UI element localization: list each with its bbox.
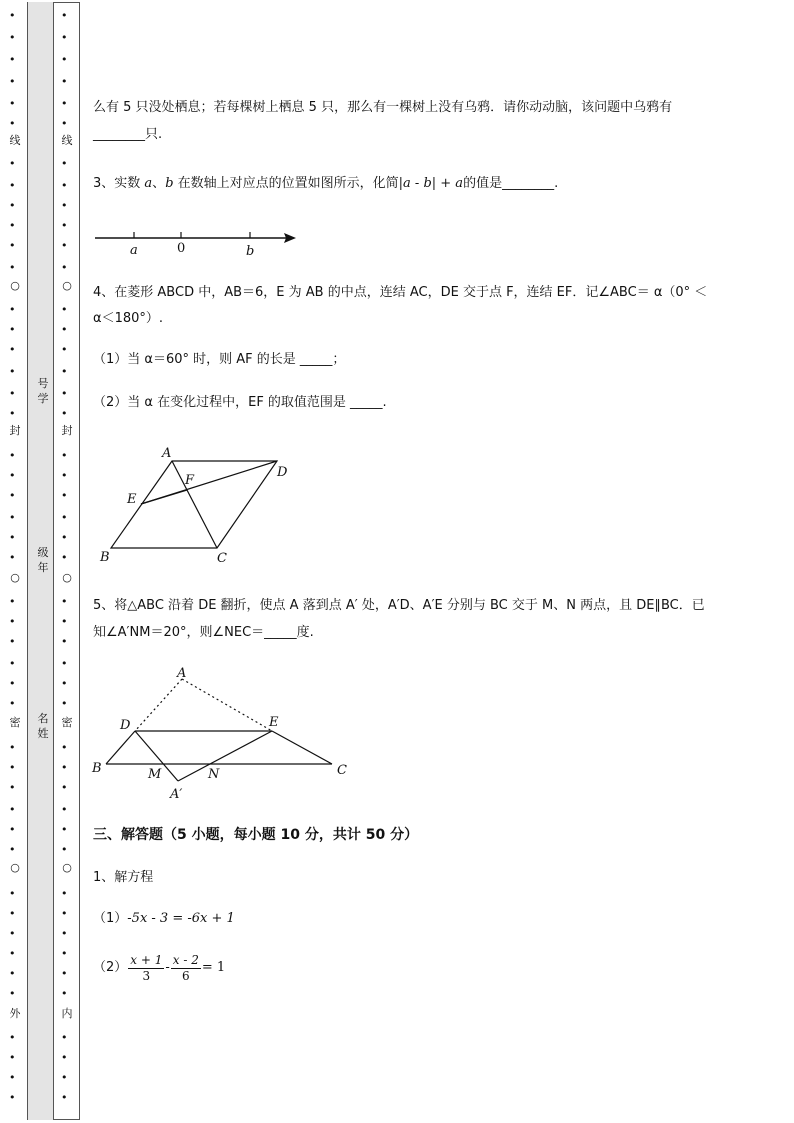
dot: • <box>61 907 68 920</box>
dot: • <box>9 741 16 754</box>
left-line-label: 线 <box>9 134 21 147</box>
dot: • <box>9 947 16 960</box>
dot: • <box>9 697 16 710</box>
dot: • <box>61 117 68 130</box>
dot: • <box>61 261 68 274</box>
name-field-label: 名姓 <box>37 712 49 740</box>
segment-ae-dotted <box>182 679 272 731</box>
grade-field-label: 级年 <box>37 546 49 574</box>
label-A: A <box>162 446 172 461</box>
dot: • <box>61 531 68 544</box>
label-B: B <box>100 550 110 565</box>
dot: • <box>61 615 68 628</box>
label-N: N <box>208 767 220 782</box>
dot: • <box>9 511 16 524</box>
right-secret-label: 密 <box>61 716 73 729</box>
binding-margin <box>0 0 84 1123</box>
dot: • <box>9 677 16 690</box>
outer-dot-column <box>9 0 21 1123</box>
dot: • <box>9 1051 16 1064</box>
label-a: a <box>130 243 138 258</box>
circle-mark: ○ <box>62 571 72 584</box>
q3-var-b: b <box>165 176 174 191</box>
circle-mark: ○ <box>10 571 20 584</box>
dot: • <box>61 595 68 608</box>
dot: • <box>61 75 68 88</box>
left-outer-label: 外 <box>9 1007 21 1020</box>
label-E: E <box>269 715 279 730</box>
circle-mark: ○ <box>10 861 20 874</box>
dot: • <box>61 219 68 232</box>
dot: • <box>9 117 16 130</box>
right-inner-label: 内 <box>61 1007 73 1020</box>
label-D: D <box>277 465 288 480</box>
dot: • <box>61 9 68 22</box>
dot: • <box>9 1031 16 1044</box>
segment-ea-prime <box>178 731 272 781</box>
dot: • <box>61 387 68 400</box>
dot: • <box>61 199 68 212</box>
dot: • <box>9 387 16 400</box>
dot: • <box>61 967 68 980</box>
q4-rhombus-figure <box>90 440 300 570</box>
dot: • <box>9 1091 16 1104</box>
label-A-prime: A′ <box>170 787 183 802</box>
dot: • <box>61 323 68 336</box>
q5-fold-figure <box>90 664 360 804</box>
eq1-label: （1） <box>93 911 128 926</box>
dot: • <box>9 9 16 22</box>
problem1-eq2 <box>93 950 225 987</box>
dot: • <box>9 199 16 212</box>
problem1-title: 1、解方程 <box>93 870 154 885</box>
dot: • <box>9 967 16 980</box>
q5-line2: 知∠A′NM＝20°，则∠NEC＝_____度. <box>93 625 314 640</box>
inner-dot-column <box>61 0 73 1123</box>
dot: • <box>9 303 16 316</box>
dot: • <box>61 697 68 710</box>
dot: • <box>9 261 16 274</box>
dot: • <box>61 657 68 670</box>
dot: • <box>61 1051 68 1064</box>
eq1-expression: -5x - 3 = -6x + 1 <box>127 911 235 926</box>
dot: • <box>61 469 68 482</box>
dot: • <box>61 887 68 900</box>
dot: • <box>61 761 68 774</box>
dot: • <box>61 635 68 648</box>
dot: • <box>61 343 68 356</box>
dot: • <box>9 97 16 110</box>
label-E: E <box>127 492 137 507</box>
q3-mid: 在数轴上对应点的位置如图所示，化简 <box>173 176 399 191</box>
dot: • <box>9 823 16 836</box>
circle-mark: ○ <box>62 279 72 292</box>
dot: • <box>9 343 16 356</box>
problem1-eq1 <box>93 909 235 929</box>
dot: • <box>61 53 68 66</box>
dot: • <box>9 635 16 648</box>
left-seal-label: 封 <box>9 424 21 437</box>
dot: • <box>61 489 68 502</box>
dot: • <box>9 179 16 192</box>
q3-text <box>93 174 558 194</box>
right-seal-label: 封 <box>61 424 73 437</box>
circle-mark: ○ <box>62 861 72 874</box>
q3-var-a: a <box>144 176 153 191</box>
q4-sub1: （1）当 α＝60° 时，则 AF 的长是 _____； <box>93 352 346 367</box>
dot: • <box>9 615 16 628</box>
dot: • <box>61 157 68 170</box>
q4-line2: α＜180°）. <box>93 311 164 326</box>
dot: • <box>61 1071 68 1084</box>
eq2-rhs: = 1 <box>201 960 226 975</box>
dot: • <box>9 219 16 232</box>
dot: • <box>61 179 68 192</box>
dot: • <box>9 365 16 378</box>
label-A: A <box>177 666 187 681</box>
segment-ad-dotted <box>135 679 182 731</box>
dot: • <box>9 449 16 462</box>
dot: • <box>9 887 16 900</box>
dot: • <box>9 803 16 816</box>
q2-line2: ________只. <box>93 127 163 142</box>
dot: • <box>9 407 16 420</box>
dot: • <box>9 53 16 66</box>
dot: • <box>61 31 68 44</box>
dot: • <box>9 31 16 44</box>
dot: • <box>61 97 68 110</box>
label-C: C <box>337 763 347 778</box>
dot: • <box>61 1091 68 1104</box>
dot: • <box>61 823 68 836</box>
q3-sep: 、 <box>152 176 166 191</box>
dot: • <box>61 303 68 316</box>
dot: • <box>9 657 16 670</box>
dot: • <box>61 741 68 754</box>
q4-sub2: （2）当 α 在变化过程中，EF 的取值范围是 _____. <box>93 395 387 410</box>
dot: • <box>9 907 16 920</box>
q4-line1: 4、在菱形 ABCD 中，AB＝6，E 为 AB 的中点，连结 AC，DE 交于点 F，连结 EF．记∠ABC＝ α（0° ＜ <box>93 285 708 300</box>
exam-number-field-label: 号学 <box>37 377 49 405</box>
dot: • <box>61 407 68 420</box>
dot: • <box>9 551 16 564</box>
q2-line1: 么有 5 只没处栖息；若每棵树上栖息 5 只，那么有一棵树上没有乌鸦．请你动动脑，该问题中乌鸦有 <box>93 100 673 115</box>
circle-mark: ○ <box>10 279 20 292</box>
dot: • <box>9 75 16 88</box>
label-C: C <box>217 551 227 566</box>
segment-ec <box>272 731 332 764</box>
dot: • <box>61 365 68 378</box>
label-D: D <box>120 718 131 733</box>
dot: • <box>9 489 16 502</box>
dot: • <box>61 449 68 462</box>
q3-prefix: 3、实数 <box>93 176 145 191</box>
dot: • <box>61 677 68 690</box>
fraction-1-numerator: x + 1 <box>130 952 163 967</box>
dot: • <box>61 239 68 252</box>
label-0: 0 <box>177 241 186 256</box>
right-line-label: 线 <box>61 134 73 147</box>
q3-expression: |a - b| + a <box>398 176 464 191</box>
fraction-1 <box>128 953 164 984</box>
dot: • <box>9 469 16 482</box>
q5-line1: 5、将△ABC 沿着 DE 翻折，使点 A 落到点 A′ 处，A′D、A′E 分别与 BC 交于 M、N 两点，且 DE∥BC．已 <box>93 598 705 613</box>
label-M: M <box>148 767 162 782</box>
dot: • <box>61 551 68 564</box>
dot: • <box>61 1031 68 1044</box>
fraction-1-denominator: 3 <box>142 968 151 983</box>
dot: • <box>9 761 16 774</box>
dot: • <box>61 511 68 524</box>
segment-bd <box>106 731 135 764</box>
label-F: F <box>185 473 195 488</box>
fraction-2-denominator: 6 <box>182 968 190 983</box>
dot: • <box>61 927 68 940</box>
dot: • <box>9 239 16 252</box>
dot: • <box>61 987 68 1000</box>
left-secret-label: 密 <box>9 716 21 729</box>
dot: • <box>61 781 68 794</box>
eq2-label: （2） <box>93 960 128 975</box>
dot: • <box>9 843 16 856</box>
dot: • <box>61 803 68 816</box>
minus-sign: - <box>165 960 170 975</box>
diagonal-ac <box>172 461 217 548</box>
dot: • <box>9 987 16 1000</box>
label-B: B <box>92 761 102 776</box>
dot: • <box>61 843 68 856</box>
section3-heading: 三、解答题（5 小题，每小题 10 分，共计 50 分） <box>93 827 419 843</box>
fraction-2-numerator: x - 2 <box>172 952 199 967</box>
q3-suffix: 的值是________. <box>463 176 559 191</box>
dot: • <box>9 531 16 544</box>
dot: • <box>9 1071 16 1084</box>
label-b: b <box>246 244 255 259</box>
dot: • <box>9 323 16 336</box>
segment-ef <box>141 490 187 504</box>
dot: • <box>9 157 16 170</box>
q3-number-line-figure <box>90 225 305 261</box>
dot: • <box>61 947 68 960</box>
dot: • <box>9 595 16 608</box>
fraction-2 <box>171 953 201 984</box>
dot: • <box>9 927 16 940</box>
dot: • <box>9 781 16 794</box>
